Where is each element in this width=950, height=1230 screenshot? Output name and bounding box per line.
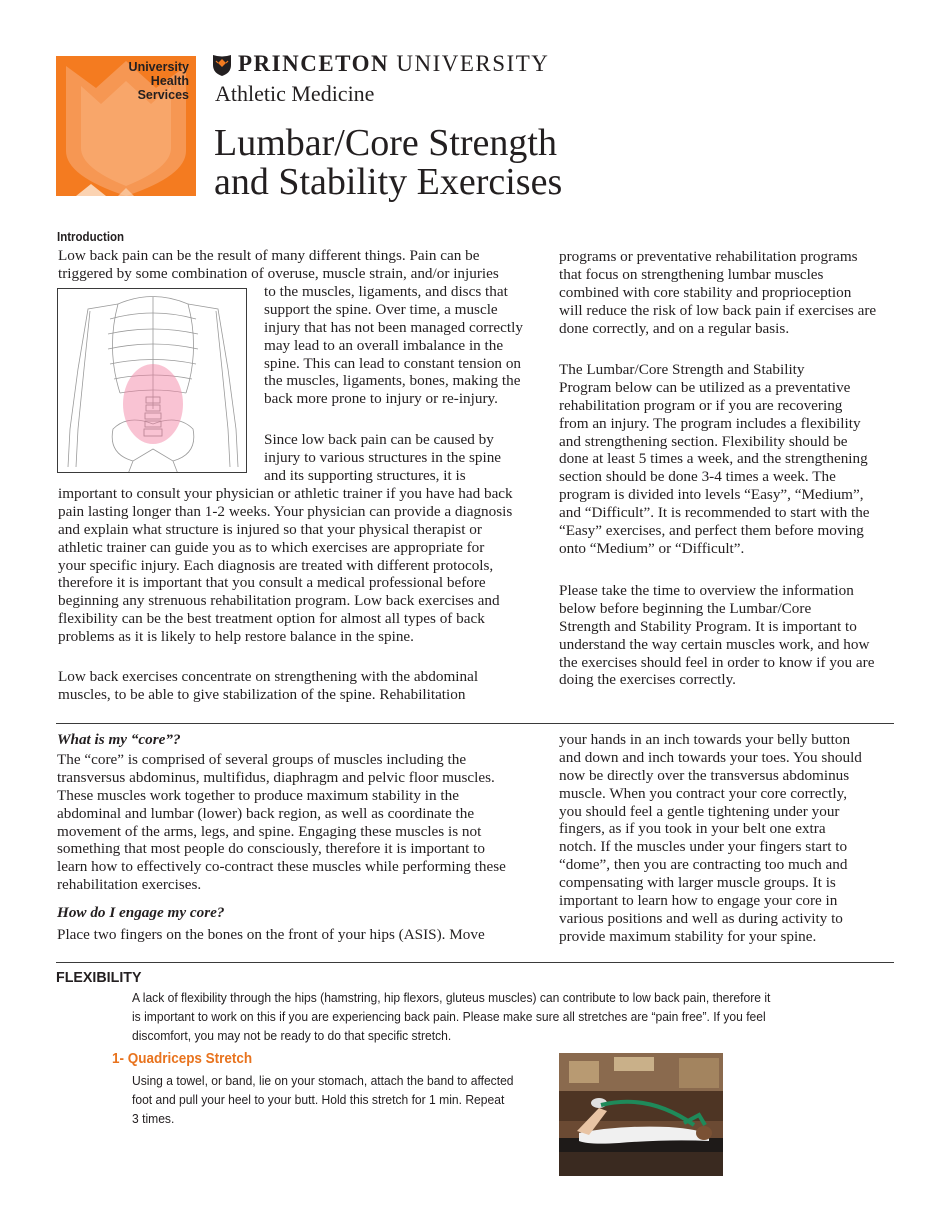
flexibility-intro-text	[132, 989, 770, 1045]
logo-line-3: Services	[137, 88, 189, 102]
text-line: discomfort, you may not be ready to do that specific stretch.	[132, 1027, 452, 1043]
uhs-logo	[56, 56, 196, 196]
text-line: injury to various structures in the spine	[264, 448, 502, 466]
engage-answer-text	[57, 926, 485, 944]
section-divider	[56, 962, 894, 963]
text-line: foot and pull your heel to your butt. Hold this stretch for 1 min. Repeat	[132, 1091, 505, 1107]
text-line: and “Difficult”. It is recommended to start with the	[559, 504, 870, 522]
text-line: and strengthening section. Flexibility should be	[559, 432, 848, 450]
text-line: is important to work on this if you are experiencing back pain. Please make sure all stretches are “pain free”. If you feel	[132, 1008, 766, 1024]
text-line: muscles, to be able to give stabilization of the spine. Rehabilitation	[58, 685, 466, 703]
text-line: will reduce the risk of low back pain if exercises are	[559, 301, 877, 319]
text-line: the exercises should feel in order to know if you are	[559, 653, 875, 671]
text-line: triggered by some combination of overuse, muscle strain, and/or injuries	[58, 264, 499, 282]
text-line: compensating with larger muscle groups. It is	[559, 874, 836, 892]
text-line: and explain what structure is injured so that your physical therapist or	[58, 520, 482, 538]
intro-right-para-3	[559, 582, 874, 689]
text-line: may lead to an overall imbalance in the	[264, 336, 504, 354]
intro-wrap-text-1	[264, 283, 523, 408]
intro-full-text	[58, 485, 513, 646]
logo-line-1: University	[128, 60, 189, 74]
text-line: combined with core stability and proprioception	[559, 283, 852, 301]
text-line: Strength and Stability Program. It is important to	[559, 617, 857, 635]
core-answer-text	[57, 751, 506, 894]
text-line: 3 times.	[132, 1110, 175, 1126]
title-line-2: and Stability Exercises	[214, 161, 563, 203]
text-line: Low back exercises concentrate on strengthening with the abdominal	[58, 668, 479, 685]
exercise-title: 1- Quadriceps Stretch	[112, 1051, 253, 1067]
text-line: fingers, as if you took in your belt one extra	[559, 820, 826, 838]
text-line: section should be done 3-4 times a week. The	[559, 468, 836, 486]
text-line: done correctly, and on a regular basis.	[559, 319, 790, 337]
text-line: support the spine. Over time, a muscle	[264, 300, 498, 318]
text-line: spine. This can lead to constant tension on	[264, 354, 522, 372]
text-line: rehabilitation program or if you are recovering	[559, 396, 843, 414]
intro-heading: Introduction	[57, 230, 125, 244]
text-line: movement of the arms, legs, and spine. Engaging these muscles is not	[57, 822, 482, 840]
exercise-photo	[559, 1053, 723, 1176]
text-line: injury that has not been managed correctly	[264, 318, 523, 336]
university-name: PRINCETON UNIVERSITY	[238, 51, 550, 76]
text-line: your hands in an inch towards your belly button	[559, 731, 851, 748]
text-line: athletic trainer can guide you as to which exercises are appropriate for	[58, 538, 485, 556]
text-line: important to consult your physician or athletic trainer if you have had back	[58, 485, 513, 502]
text-line: therefore it is important that you consult a medical professional before	[58, 574, 486, 592]
text-line: and its supporting structures, it is	[264, 466, 466, 484]
core-question-heading: What is my “core”?	[57, 731, 181, 748]
flexibility-heading: FLEXIBILITY	[56, 969, 142, 986]
title-line-1: Lumbar/Core Strength	[214, 122, 557, 164]
intro-right-para-1	[559, 248, 876, 337]
text-line: Since low back pain can be caused by	[264, 431, 494, 448]
intro-wrap-text-2	[264, 431, 501, 485]
text-line: problems as it is likely to help restore balance in the spine.	[58, 628, 414, 646]
text-line: beginning any strenuous rehabilitation program. Low back exercises and	[58, 592, 500, 610]
spine-illustration	[57, 288, 247, 473]
text-line: Using a towel, or band, lie on your stomach, attach the band to affected	[132, 1073, 514, 1088]
text-line: Low back pain can be the result of many different things. Pain can be	[58, 247, 480, 264]
text-line: flexibility can be the best treatment option for almost all types of back	[58, 610, 485, 628]
text-line: rehabilitation exercises.	[57, 876, 202, 894]
text-line: The “core” is comprised of several groups of muscles including the	[57, 751, 467, 768]
intro-right-para-2	[559, 361, 870, 558]
text-line: transversus abdominus, multifidus, diaphragm and pelvic floor muscles.	[57, 768, 495, 786]
text-line: Please take the time to overview the information	[559, 582, 854, 599]
text-line: that focus on strengthening lumbar muscles	[559, 265, 824, 283]
princeton-shield-icon	[212, 53, 232, 77]
text-line: pain lasting longer than 1-2 weeks. Your physician can provide a diagnosis	[58, 502, 513, 520]
text-line: A lack of flexibility through the hips (hamstring, hip flexors, gluteus muscles) can contribute to low back pain, therefore it	[132, 990, 771, 1005]
text-line: learn how to effectively co-contract these muscles while performing these	[57, 858, 506, 876]
text-line: onto “Medium” or “Difficult”.	[559, 539, 745, 557]
engage-answer-continued	[559, 731, 862, 946]
text-line: program is divided into levels “Easy”, “Medium”,	[559, 486, 864, 504]
text-line: These muscles work together to produce maximum stability in the	[57, 786, 459, 804]
text-line: your specific injury. Each diagnosis are treated with different protocols,	[58, 556, 494, 574]
text-line: below before beginning the Lumbar/Core	[559, 599, 812, 617]
department-name: Athletic Medicine	[215, 81, 375, 106]
text-line: various positions and well as during activity to	[559, 909, 843, 927]
text-line: muscle. When you contract your core correctly,	[559, 784, 848, 802]
text-line: programs or preventative rehabilitation programs	[559, 248, 858, 265]
skeleton-image	[58, 289, 247, 473]
text-line: doing the exercises correctly.	[559, 671, 736, 689]
exercise-description	[132, 1072, 514, 1128]
text-line: “Easy” exercises, and perfect them before moving	[559, 522, 864, 540]
quadriceps-stretch-photo	[559, 1053, 723, 1176]
section-divider	[56, 723, 894, 724]
text-line: now be directly over the transversus abdominus	[559, 766, 850, 784]
page-title	[214, 124, 562, 202]
text-line: “dome”, then you are contracting too much and	[559, 856, 848, 874]
text-line: provide maximum stability for your spine.	[559, 927, 817, 945]
text-line: you should feel a gentle tightening under your	[559, 802, 840, 820]
logo-line-2: Health	[150, 74, 189, 88]
text-line: back more prone to injury or re-injury.	[264, 390, 498, 408]
intro-last-text	[58, 668, 478, 704]
text-line: notch. If the muscles under your fingers start to	[559, 838, 848, 856]
text-line: abdominal and lumbar (lower) back region, as well as coordinate the	[57, 804, 475, 822]
intro-top-text	[58, 247, 499, 283]
text-line: and down and inch towards your toes. You should	[559, 748, 862, 766]
text-line: from an injury. The program includes a flexibility	[559, 414, 861, 432]
text-line: understand the way certain muscles work, and how	[559, 635, 870, 653]
text-line: done at least 5 times a week, and the strengthening	[559, 450, 868, 468]
text-line: the muscles, ligaments, bones, making the	[264, 372, 521, 390]
text-line: important to learn how to engage your core in	[559, 892, 838, 910]
text-line: The Lumbar/Core Strength and Stability	[559, 361, 805, 378]
text-line: Place two fingers on the bones on the front of your hips (ASIS). Move	[57, 926, 485, 943]
engage-question-heading: How do I engage my core?	[57, 904, 225, 921]
text-line: something that most people do consciously, therefore it is important to	[57, 840, 485, 858]
text-line: to the muscles, ligaments, and discs that	[264, 283, 508, 300]
text-line: Program below can be utilized as a preventative	[559, 378, 851, 396]
